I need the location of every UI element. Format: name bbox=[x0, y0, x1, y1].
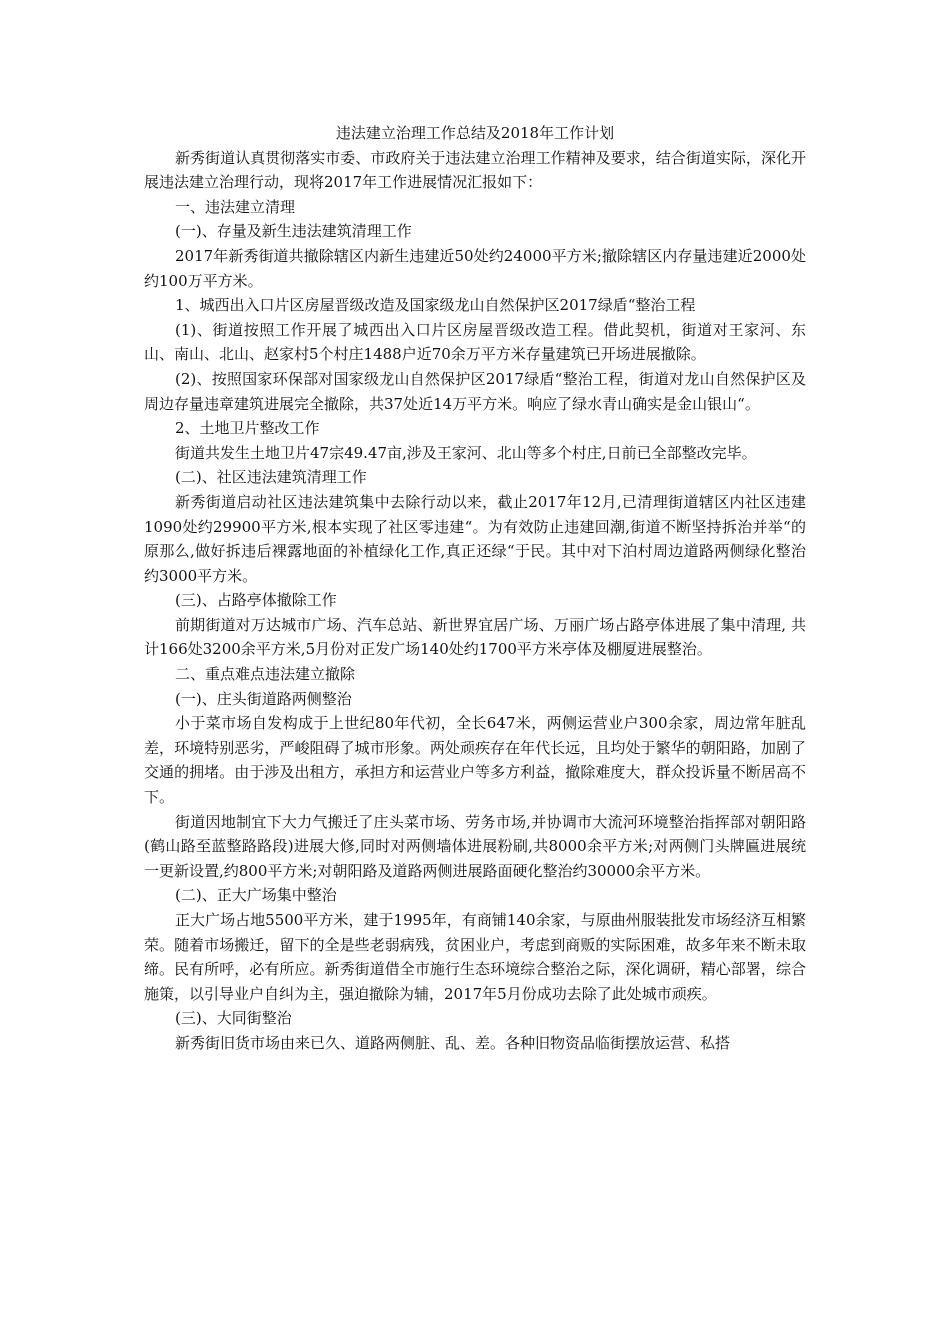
body-paragraph: 小于菜市场自发构成于上世纪80年代初，全长647米，两侧运营业户300余家，周边常年脏乱差，环境特别恶劣，严峻阻碍了城市形象。两处顽疾存在年代长远，且均处于繁华的朝阳路，加剧了交通的拥堵。由于涉及出租方，承担方和运营业户等多方利益，撤除难度大，群众投诉量不断居高不下。 bbox=[144, 714, 806, 807]
body-paragraph: 街道因地制宜下大力气搬迁了庄头菜市场、劳务市场,并协调市大流河环境整治指挥部对朝阳路(鹤山路至蓝整路路段)进展大修,同时对两侧墙体进展粉刷,共8000余平方米;对两侧门头牌匾进展统一更新设置,约800平方米;对朝阳路及道路两侧进展路面硬化整治约30000余平方米。 bbox=[144, 812, 806, 880]
intro-paragraph: 新秀街道认真贯彻落实市委、市政府关于违法建立治理工作精神及要求，结合街道实际，深化开展违法建立治理行动，现将2017年工作进展情况汇报如下： bbox=[144, 148, 806, 192]
subsection-heading: (一)、存量及新生违法建筑清理工作 bbox=[175, 222, 412, 241]
document-page bbox=[144, 121, 806, 1056]
item-heading: 1、城西出入口片区房屋晋级改造及国家级龙山自然保护区2017绿盾“整治工程 bbox=[175, 296, 696, 315]
subsection-heading: (二)、正大广场集中整治 bbox=[175, 886, 337, 905]
subsection-heading: (一)、庄头街道路两侧整治 bbox=[175, 689, 352, 708]
subsection-heading: (三)、占路亭体撤除工作 bbox=[175, 591, 337, 610]
subsection-heading: (二)、社区违法建筑清理工作 bbox=[175, 468, 367, 487]
body-paragraph: 新秀街道启动社区违法建筑集中去除行动以来，截止2017年12月,已清理街道辖区内社区违建1090处约29900平方米,根本实现了社区零违建“。为有效防止违建回潮,街道不断坚持拆治并举“的原那么,做好拆违后裸露地面的补植绿化工作,真正还绿“于民。其中对下泊村周边道路两侧绿化整治约3000平方米。 bbox=[144, 492, 806, 585]
body-paragraph: 2017年新秀街道共撤除辖区内新生违建近50处约24000平方米;撤除辖区内存量违建近2000处约100万平方米。 bbox=[144, 246, 806, 290]
body-paragraph: 正大广场占地5500平方米，建于1995年，有商铺140余家，与原曲州服装批发市场经济互相繁荣。随着市场搬迁，留下的全是些老弱病残，贫困业户，考虑到商贩的实际困难，故多年来不断未取缔。民有所呼，必有所应。新秀街道借全市施行生态环境综合整治之际，深化调研，精心部署，综合施策，以引导业户自纠为主，强迫撤除为辅，2017年5月份成功去除了此处城市顽疾。 bbox=[144, 911, 806, 1003]
body-paragraph: (1)、街道按照工作开展了城西出入口片区房屋晋级改造工程。借此契机，街道对王家河、东山、南山、北山、赵家村5个村庄1488户近70余万平方米存量建筑已开场进展撤除。 bbox=[144, 320, 806, 364]
body-paragraph: (2)、按照国家环保部对国家级龙山自然保护区2017绿盾“整治工程，街道对龙山自然保护区及周边存量违章建筑进展完全撤除，共37处近14万平方米。响应了绿水青山确实是金山银山“。 bbox=[144, 369, 806, 413]
subsection-heading: (三)、大同街整治 bbox=[175, 1009, 292, 1028]
document-title: 违法建立治理工作总结及2018年工作计划 bbox=[335, 124, 615, 142]
body-paragraph: 新秀街旧货市场由来已久、道路两侧脏、乱、差。各种旧物资品临街摆放运营、私搭 bbox=[175, 1033, 731, 1052]
body-paragraph: 前期街道对万达城市广场、汽车总站、新世界宜居广场、万丽广场占路亭体进展了集中清理, 共计166处3200余平方米,5月份对正发广场140处约1700平方米亭体及棚厦进展整治。 bbox=[144, 615, 806, 659]
body-paragraph: 街道共发生土地卫片47宗49.47亩,涉及王家河、北山等多个村庄,日前已全部整改完毕。 bbox=[175, 443, 757, 462]
section-heading: 二、重点难点违法建立撤除 bbox=[175, 665, 356, 684]
item-heading: 2、土地卫片整改工作 bbox=[175, 419, 320, 438]
section-heading: 一、违法建立清理 bbox=[175, 197, 296, 216]
